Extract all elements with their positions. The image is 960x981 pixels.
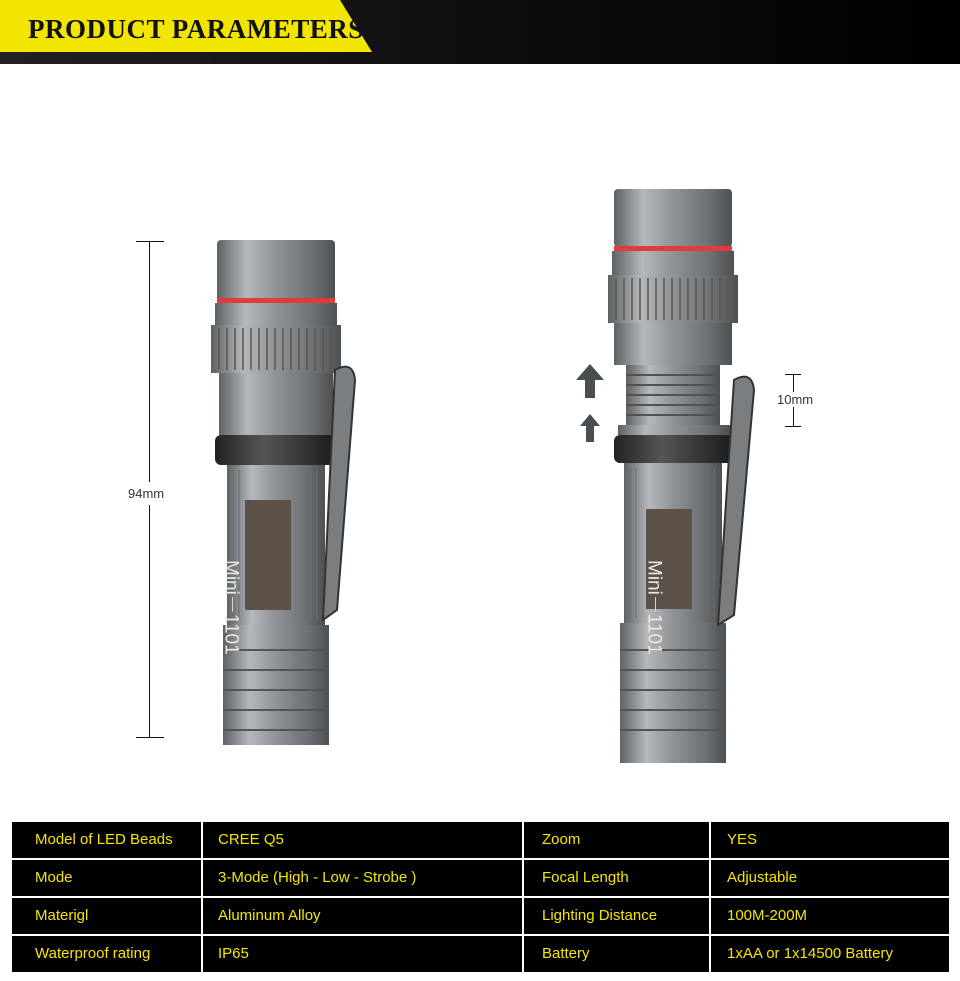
table-row [12,936,949,972]
arrow-up-small-icon [580,414,600,442]
spec-label: Materigl [35,907,89,924]
spec-value: IP65 [218,945,249,962]
spec-label: Zoom [542,831,581,848]
table-divider [201,898,203,934]
spec-value: 3-Mode (High - Low - Strobe ) [218,869,417,886]
arrow-up-icon [576,364,604,398]
table-divider [201,936,203,972]
spec-value: CREE Q5 [218,831,284,848]
table-divider [522,822,524,858]
zoom-travel-label: 10mm [777,392,814,407]
dimension-tick-bottom [136,737,164,738]
spec-label: Model of LED Beads [35,831,173,848]
spec-value: Aluminum Alloy [218,907,321,924]
spec-label: Focal Length [542,869,629,886]
table-divider [201,822,203,858]
flashlight-collapsed-image [205,230,365,770]
table-row [12,822,949,858]
spec-value: YES [727,831,758,848]
table-divider [522,936,524,972]
table-divider [709,898,711,934]
length-dimension-label: 94mm [128,482,164,505]
spec-label: Battery [542,945,590,962]
zoom-dimension-tick-top [785,374,801,375]
table-divider [201,860,203,896]
flashlight-extended-image [600,185,770,775]
table-divider [522,860,524,896]
flashlight-collapsed-model-label: Mini－1101 [220,560,242,655]
flashlight-extended-model-label: Mini－1101 [643,560,665,655]
table-divider [709,822,711,858]
zoom-dimension-tick-bottom [785,426,801,427]
table-row [12,860,949,896]
table-row [12,898,949,934]
page-title: PRODUCT PARAMETERS [28,14,364,44]
spec-label: Waterproof rating [35,945,151,962]
table-divider [709,936,711,972]
spec-value: Adjustable [727,869,798,886]
table-divider [522,898,524,934]
spec-label: Mode [35,869,73,886]
header-banner [0,0,960,64]
spec-value: 100M-200M [727,907,808,924]
spec-value: 1xAA or 1x14500 Battery [727,945,893,962]
spec-label: Lighting Distance [542,907,658,924]
dimension-tick-top [136,241,164,242]
table-divider [709,860,711,896]
